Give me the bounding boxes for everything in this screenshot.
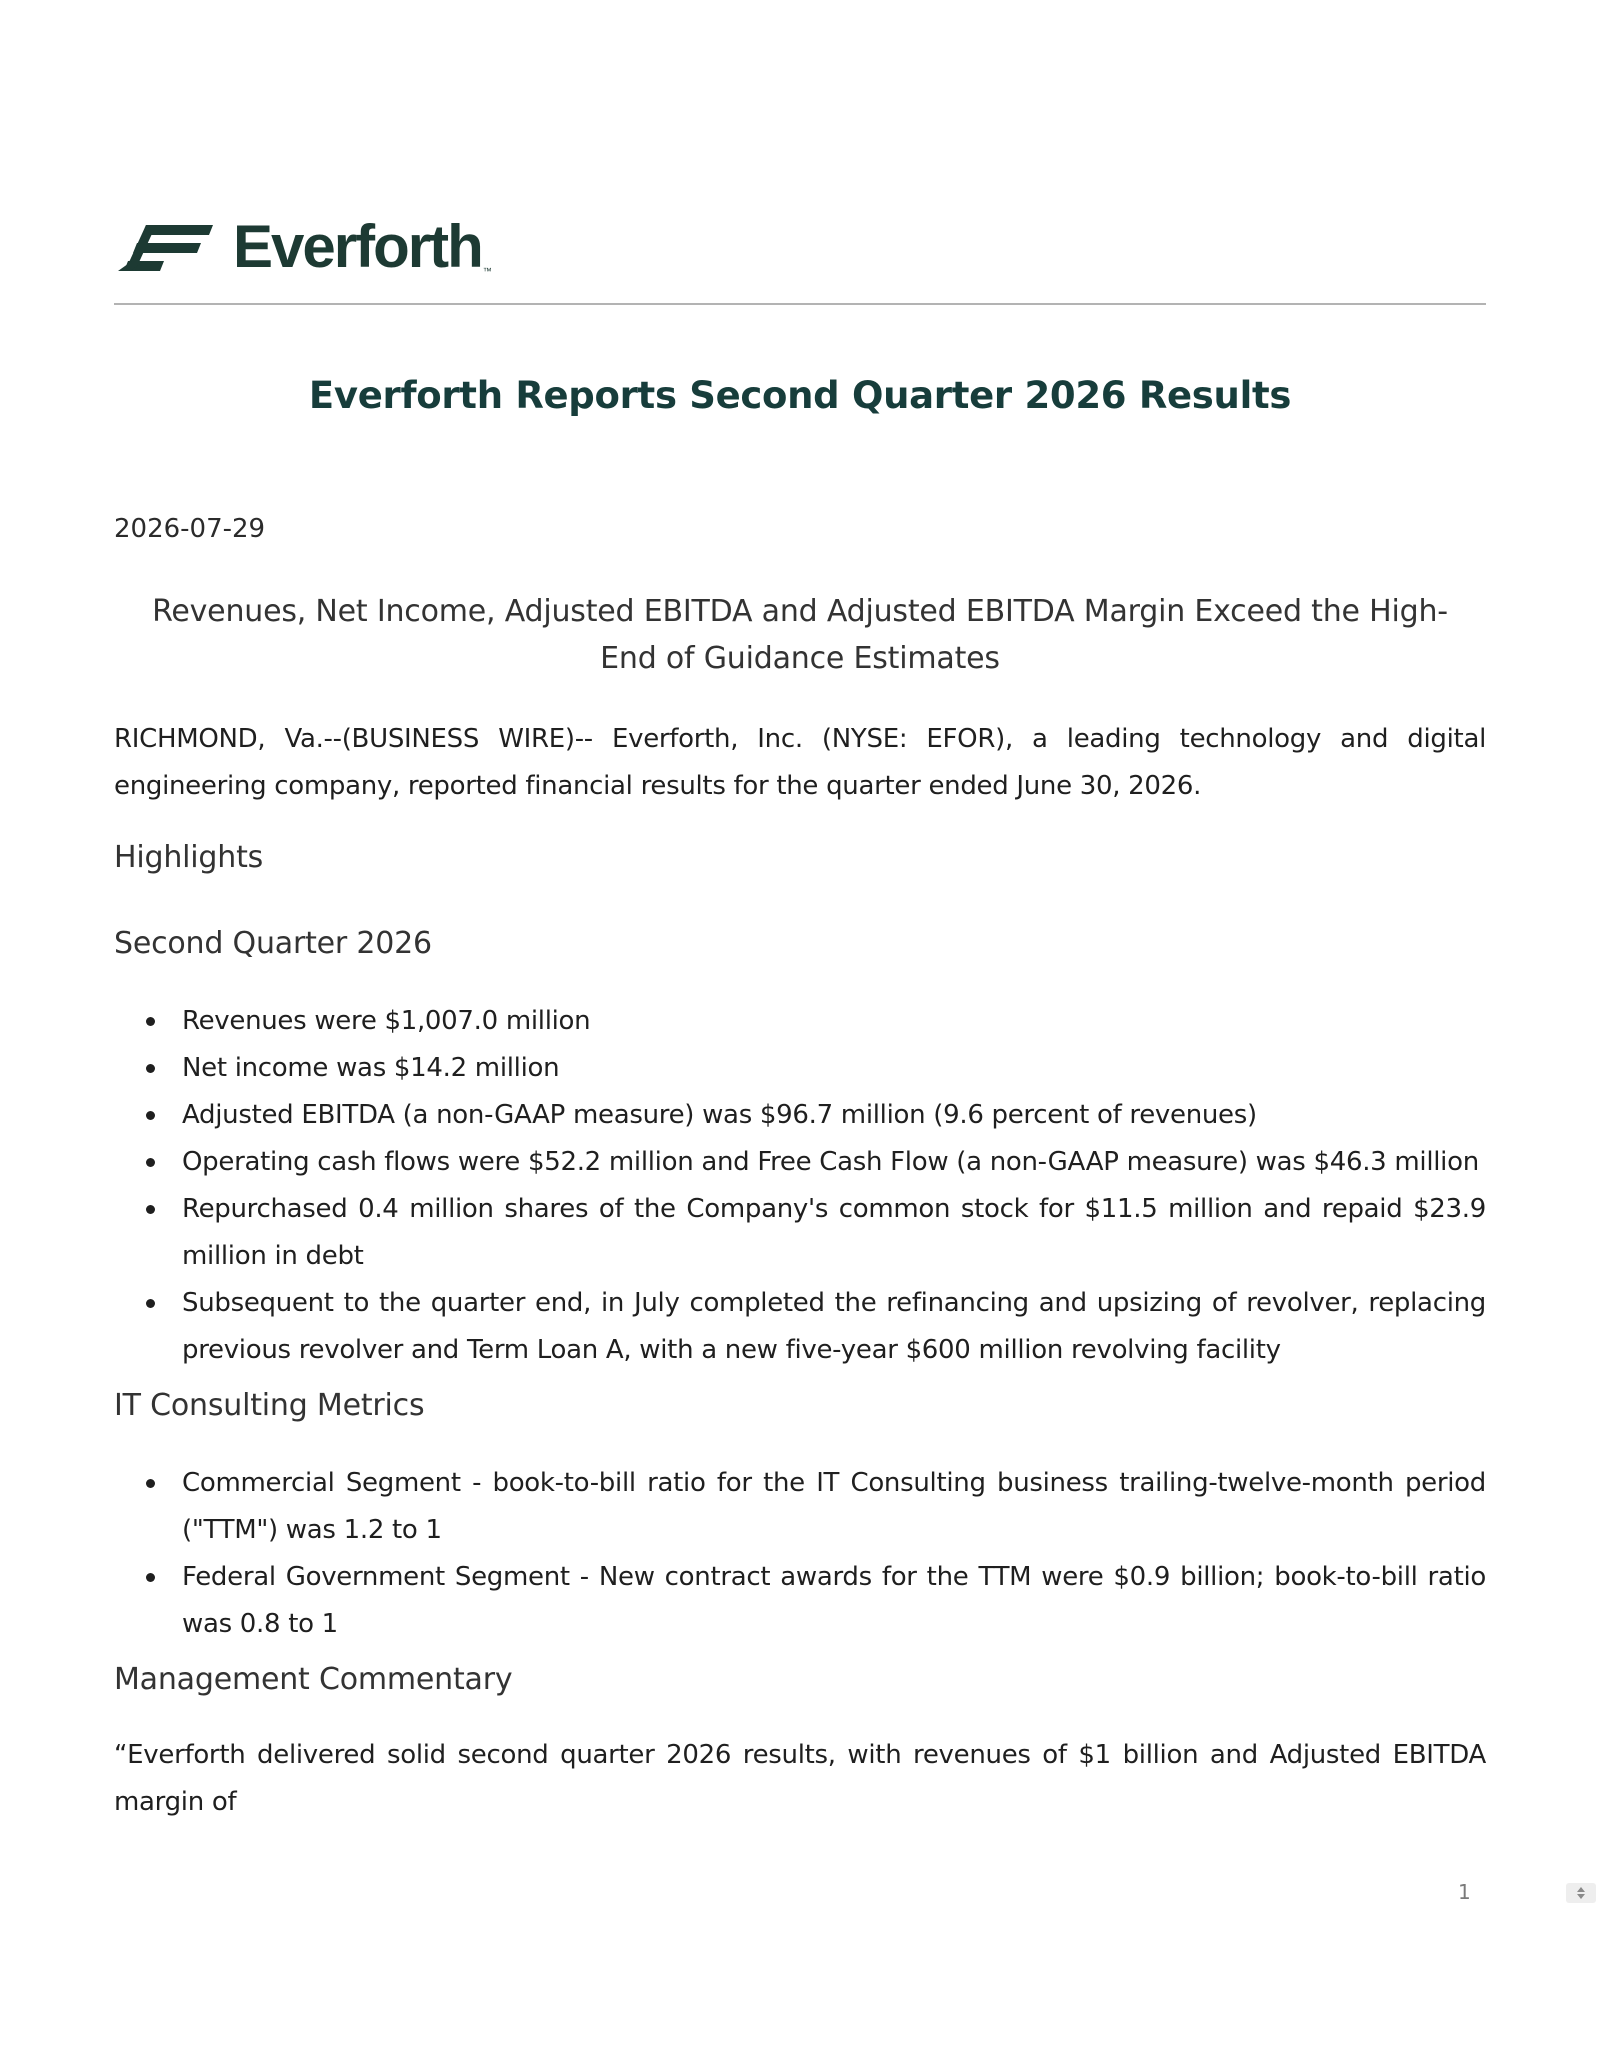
everforth-logo	[118, 212, 492, 282]
scroll-arrows-icon	[1575, 1885, 1587, 1901]
list-item: Operating cash flows were $52.2 million and Free Cash Flow (a non-GAAP measure) was $46.3 million	[182, 1139, 1486, 1186]
it-metrics-list	[114, 1460, 1486, 1648]
list-item: Repurchased 0.4 million shares of the Company's common stock for $11.5 million and repaid $23.9 million in debt	[182, 1186, 1486, 1280]
q2-highlights-list	[114, 998, 1486, 1374]
list-item: Net income was $14.2 million	[182, 1045, 1486, 1092]
management-commentary-heading: Management Commentary	[114, 1662, 513, 1697]
everforth-mark-icon	[118, 222, 213, 272]
list-item: Federal Government Segment - New contract awards for the TTM were $0.9 billion; book-to-bill ratio was 0.8 to 1	[182, 1554, 1486, 1648]
trademark-mark: ™	[482, 266, 492, 276]
document-title: Everforth Reports Second Quarter 2026 Results	[308, 374, 1292, 417]
header-divider	[114, 303, 1486, 305]
subheadline: Revenues, Net Income, Adjusted EBITDA and Adjusted EBITDA Margin Exceed the High-End of Guidance Estimates	[152, 594, 1448, 676]
list-item: Revenues were $1,007.0 million	[182, 998, 1486, 1045]
scroll-control[interactable]	[1566, 1883, 1596, 1903]
list-item: Commercial Segment - book-to-bill ratio for the IT Consulting business trailing-twelve-month period ("TTM") was 1.2 to 1	[182, 1460, 1486, 1554]
management-quote-paragraph: “Everforth delivered solid second quarter 2026 results, with revenues of $1 billion and Adjusted EBITDA margin of	[114, 1740, 1486, 1817]
list-item: Subsequent to the quarter end, in July completed the refinancing and upsizing of revolver, replacing previous revolver and Term Loan A, with a new five-year $600 million revolving facility	[182, 1280, 1486, 1374]
second-quarter-heading: Second Quarter 2026	[114, 926, 432, 961]
page-number: 1	[1458, 1880, 1471, 1904]
it-consulting-metrics-heading: IT Consulting Metrics	[114, 1388, 425, 1423]
list-item: Adjusted EBITDA (a non-GAAP measure) was $96.7 million (9.6 percent of revenues)	[182, 1092, 1486, 1139]
release-date: 2026-07-29	[114, 514, 266, 544]
logo-wordmark: Everforth	[233, 213, 482, 280]
intro-paragraph: RICHMOND, Va.--(BUSINESS WIRE)-- Everforth, Inc. (NYSE: EFOR), a leading technology and digital engineering company, reported financial results for the quarter ended June 30, 2026.	[114, 724, 1486, 801]
document-body	[114, 716, 1486, 1826]
highlights-heading: Highlights	[114, 840, 264, 875]
